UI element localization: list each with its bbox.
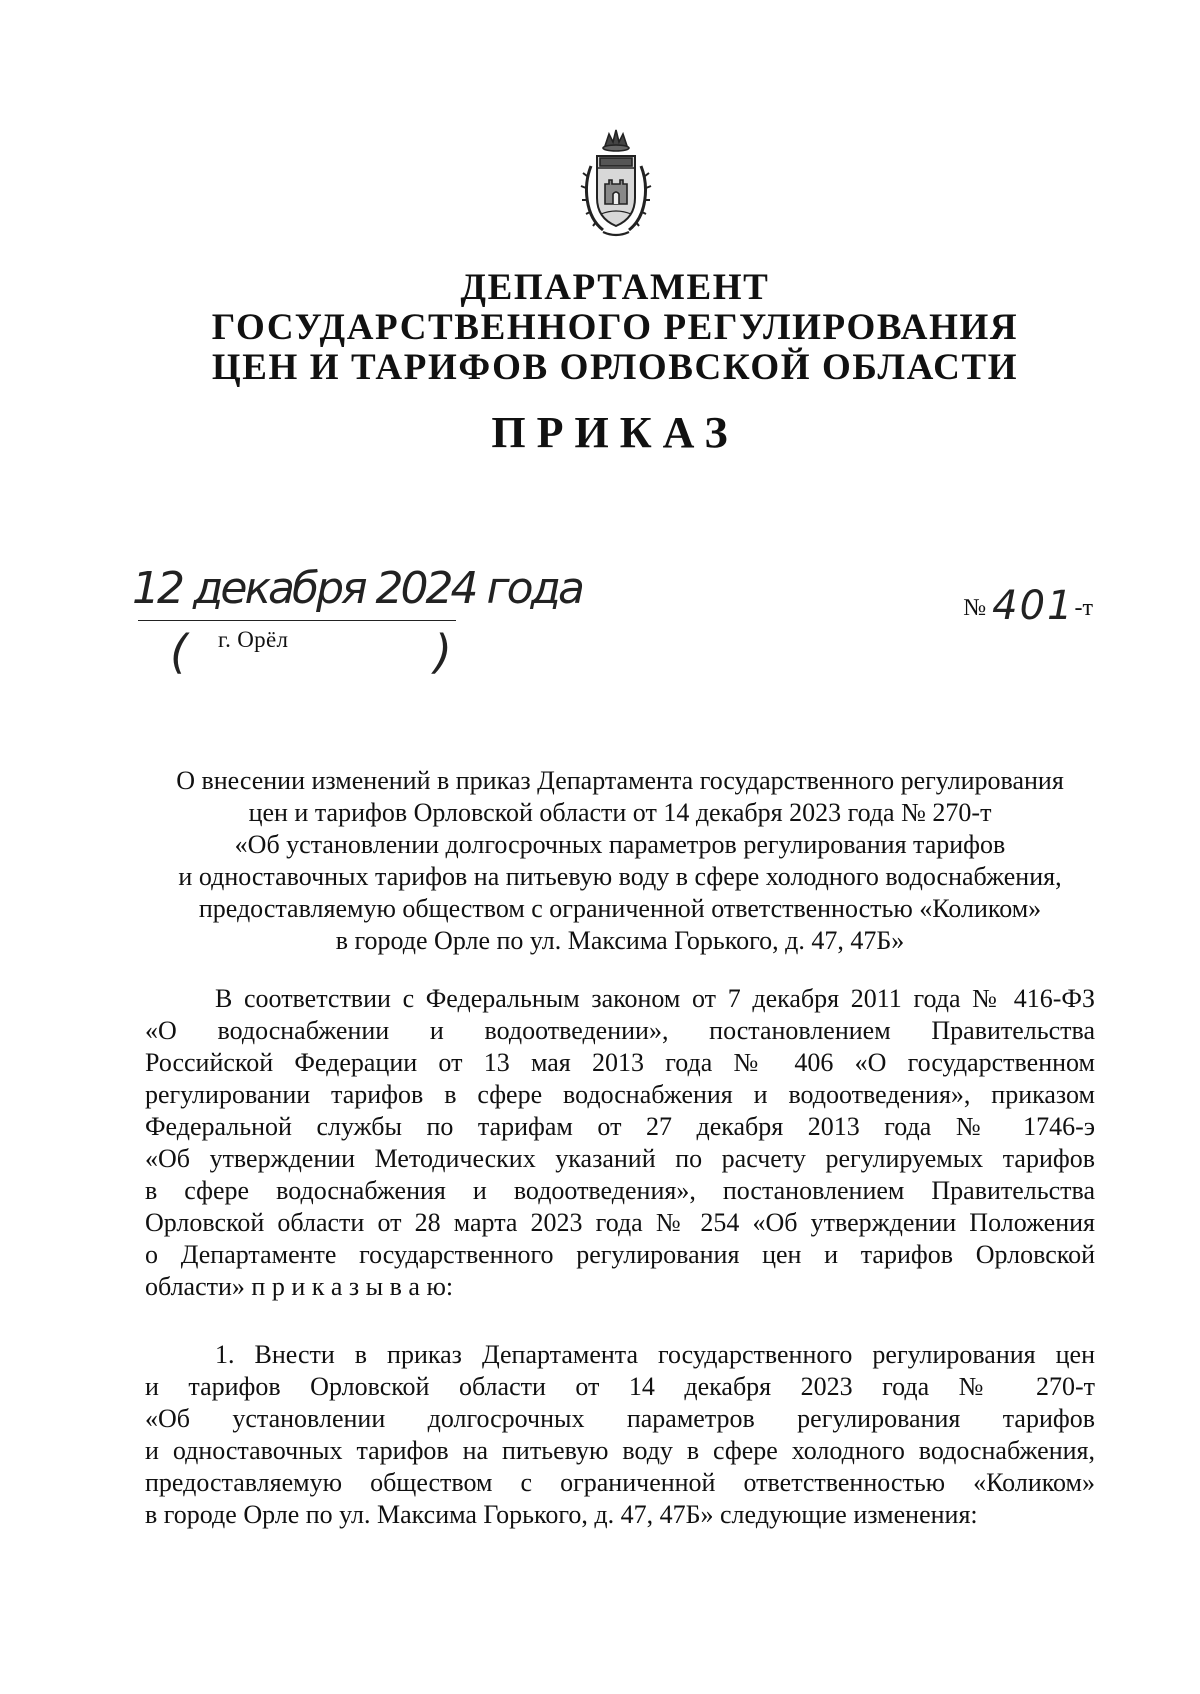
left-bracket-mark: ( [170,625,188,679]
date-underline [138,620,456,621]
preamble-paragraph [145,983,1095,1303]
paragraph-line: В соответствии с Федеральным законом от 7 декабря 2011 года № 416-ФЗ [215,984,1095,1013]
paragraph-line: и одноставочных тарифов на питьевую воду в сфере холодного водоснабжения, [145,1436,1095,1465]
right-bracket-mark: ) [434,625,452,679]
coat-of-arms-emblem [577,126,655,242]
title-line: предоставляемую обществом с ограниченной ответственностью «Коликом» [198,894,1042,923]
title-line: и одноставочных тарифов на питьевую воду в сфере холодного водоснабжения, [178,862,1062,891]
title-line: «Об установлении долгосрочных параметров регулирования тарифов [234,830,1006,859]
department-heading [150,268,1080,388]
number-suffix: -т [1074,595,1093,621]
paragraph-line: и тарифов Орловской области от 14 декабря 2023 года № 270-т [145,1372,1095,1401]
paragraph-line: Российской Федерации от 13 мая 2013 года № 406 «О государственном [145,1048,1095,1077]
paragraph-line: регулировании тарифов в сфере водоснабжения и водоотведения», приказом [145,1080,1095,1109]
title-line: в городе Орле по ул. Максима Горького, д. 47, 47Б» [335,926,905,955]
paragraph-line: Федеральной службы по тарифам от 27 декабря 2013 года № 1746-э [145,1112,1095,1141]
title-line: О внесении изменений в приказ Департамента государственного регулирования [176,766,1064,795]
paragraph-line: в сфере водоснабжения и водоотведения», постановлением Правительства [145,1176,1095,1205]
paragraph-line: о Департаменте государственного регулирования цен и тарифов Орловской [145,1240,1095,1269]
paragraph-line: Орловской области от 28 марта 2023 года № 254 «Об утверждении Положения [145,1208,1095,1237]
paragraph-line: области» п р и к а з ы в а ю: [145,1272,454,1301]
paragraph-line: в городе Орле по ул. Максима Горького, д. 47, 47Б» следующие изменения: [145,1500,978,1529]
item-1-paragraph [145,1339,1095,1531]
department-name-line-1: ДЕПАРТАМЕНТ [460,267,770,308]
paragraph-line: предоставляемую обществом с ограниченной ответственностью «Коликом» [145,1468,1095,1497]
paragraph-line: 1. Внести в приказ Департамента государственного регулирования цен [215,1340,1095,1369]
number-sign: № [963,595,987,621]
handwritten-date: 12 декабря 2024 года [132,563,582,614]
document-type: ПРИКАЗ [491,408,739,457]
department-name-line-3: ЦЕН И ТАРИФОВ ОРЛОВСКОЙ ОБЛАСТИ [211,347,1019,388]
paragraph-line: «Об утверждении Методических указаний по расчету регулируемых тарифов [145,1144,1095,1173]
paragraph-line: «О водоснабжении и водоотведении», постановлением Правительства [145,1016,1095,1045]
title-line: цен и тарифов Орловской области от 14 декабря 2023 года № 270-т [248,798,992,827]
department-name-line-2: ГОСУДАРСТВЕННОГО РЕГУЛИРОВАНИЯ [211,307,1019,348]
handwritten-number: 401 [992,583,1075,629]
paragraph-line: «Об установлении долгосрочных параметров регулирования тарифов [145,1404,1095,1433]
document-number [963,583,1093,629]
city-label: г. Орёл [218,627,289,652]
order-title [140,765,1100,957]
